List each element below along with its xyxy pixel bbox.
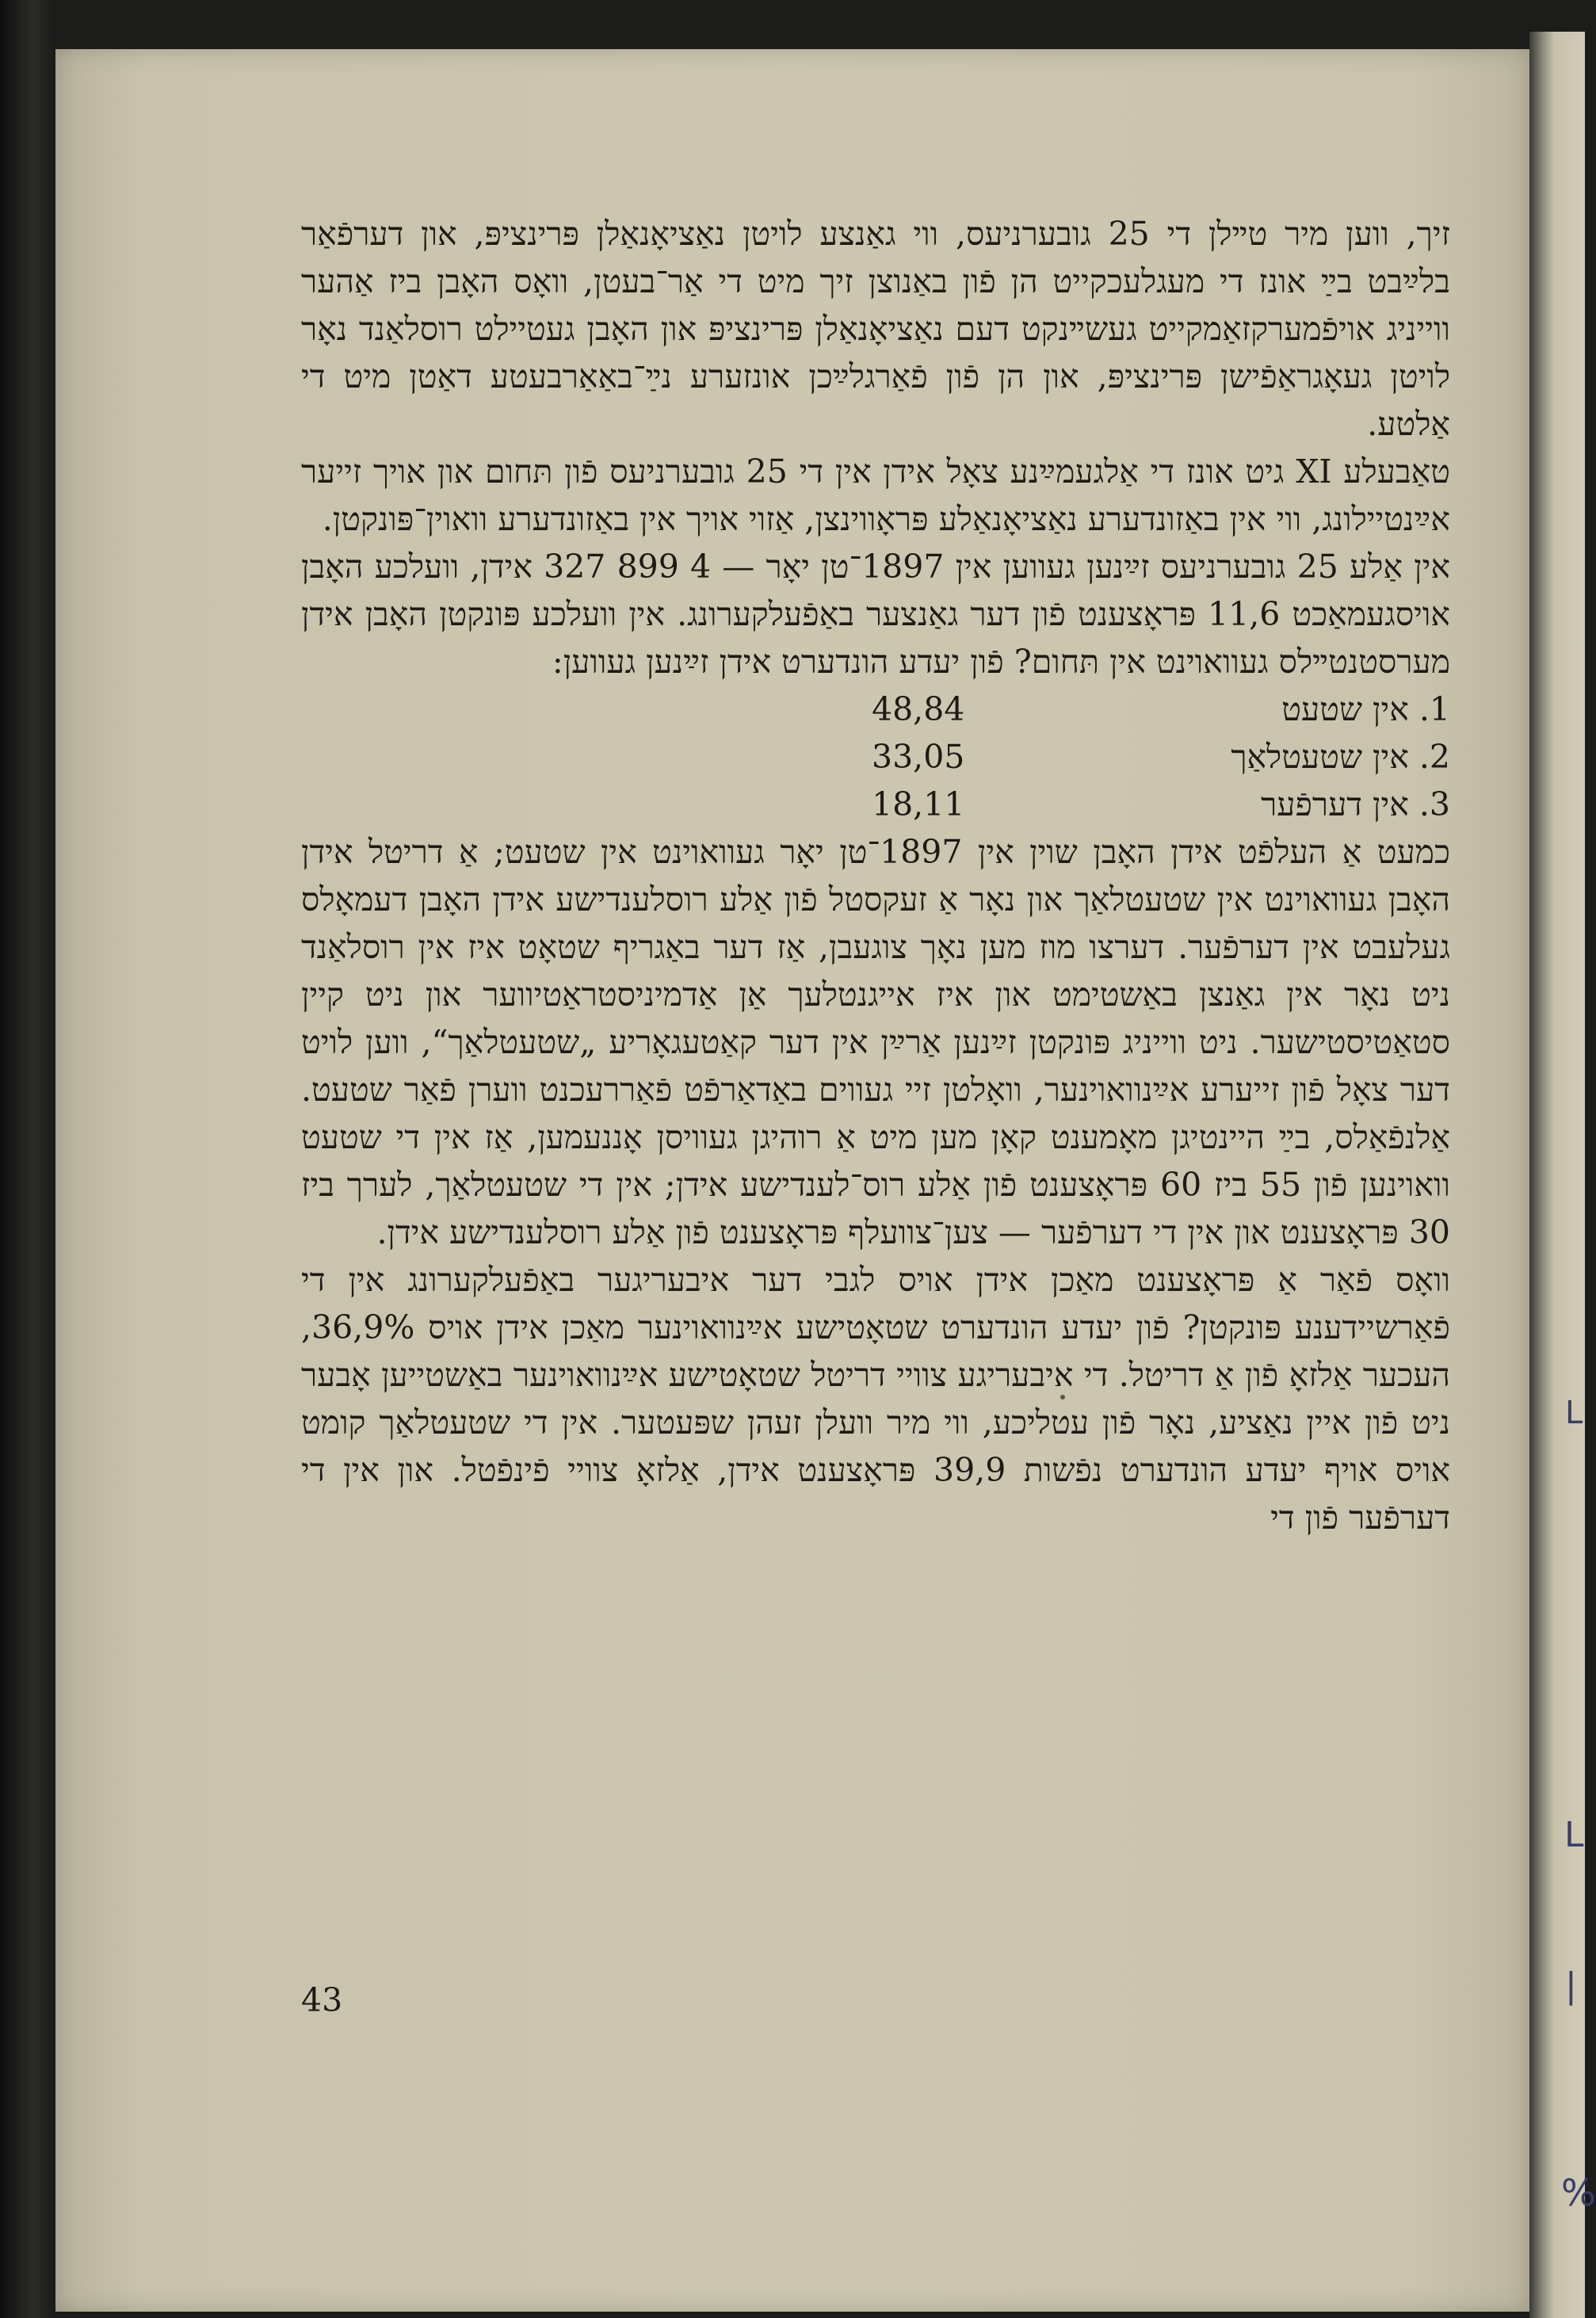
list-item xyxy=(301,685,1450,733)
list-item xyxy=(301,733,1450,781)
pencil-mark: | xyxy=(1565,1965,1577,2006)
distribution-list xyxy=(301,685,1450,828)
list-item xyxy=(301,781,1450,828)
book-cover-edge xyxy=(0,0,55,2318)
adjacent-page-edge xyxy=(1529,32,1596,2318)
page-number: 43 xyxy=(301,1981,343,2019)
main-text xyxy=(301,210,1450,1541)
pencil-mark: % xyxy=(1561,2171,1596,2214)
list-item-value: 33,05 xyxy=(872,738,965,776)
paragraph: טאַבעלע XI גיט אונז די אַלגעמײַנע צאָל אידן אין די 25 גובערניעס פֿון תּחום און אויך זייער אײַנטיילונג, ווי אין באַזונדערע נאַציאָנאַלע פּראָווינצן, אַזוי אויך אין באַזונדערע וואוין־פּונקטן. xyxy=(301,453,1451,538)
paragraph: זיך, ווען מיר טײלן די 25 גובערניעס, ווי גאַנצע לויטן נאַציאָנאַלן פּרינציפּ, און דערפֿאַר בלײַבט בײַ אונז די מעגלעכקייט הן פֿון באַנוצן זיך מיט די אַר־בעטן, וואָס האָבן ביז אַהער ווייניג אויפֿמערקזאַמקייט געשײנקט דעם נאַציאָנאַלן פּרינציפּ און האָבן געטיילט רוסלאַנד נאָר לויטן געאָגראַפֿישן פּרינציפּ, און הן פֿון פֿאַרגלײַכן אונזערע נײַ־באַאַרבעטע דאַטן מיט די אַלטע. xyxy=(301,215,1450,443)
list-item-label: 3. אין דערפֿער xyxy=(1261,785,1450,823)
pencil-mark: L xyxy=(1565,1395,1583,1431)
list-item-value: 18,11 xyxy=(872,785,965,823)
list-item-label: 2. אין שטעטלאַך xyxy=(1231,738,1450,776)
paragraph: אין אַלע 25 גובערניעס זײַנען געווען אין 1897־טן יאָר — 4 899 327 אידן, וועלכע האָבן אויסגעמאַכט 11,6 פּראָצענט פֿון דער גאַנצער באַפֿעלקערונג. אין וועלכע פּונקטן האָבן אידן מערסטנטײלס געוואוינט אין תּחום? פֿון יעדע הונדערט אידן זײַנען געווען: xyxy=(301,548,1450,681)
pencil-mark: L xyxy=(1564,1815,1584,1855)
list-item-label: 1. אין שטעט xyxy=(1281,690,1450,728)
list-item-value: 48,84 xyxy=(872,690,965,728)
paragraph: וואָס פֿאַר אַ פּראָצענט מאַכן אידן אויס לגבי דער איבעריגער באַפֿעלקערונג אין די פֿאַרשיידענע פּונקטן? פֿון יעדע הונדערט שטאָטישע אײַנוואוינער מאַכן אידן אויס 36,9%, העכער אַלזאָ פֿון אַ דריטל. די איבעריגע צוויי דריטל שטאָטישע אײַנוואוינער באַשטייען אָבער ניט פֿון איין נאַציע, נאָר פֿון עטליכע, ווי מיר וועלן זעהן שפּעטער. אין די שטעטלאַך קומט אויס אויף יעדע הונדערט נפֿשות 39,9 פּראָצענט אידן, אַלזאָ צוויי פֿינפֿטל. און אין די דערפֿער פֿון די xyxy=(301,1261,1450,1537)
paragraph: כמעט אַ העלפֿט אידן האָבן שוין אין 1897־טן יאָר געוואוינט אין שטעט; אַ דריטל אידן האָבן געוואוינט אין שטעטלאַך און נאָר אַ זעקסטל פֿון אַלע רוסלענדישע אידן האָבן דעמאָלס געלעבט אין דערפֿער. דערצו מוז מען נאָך צוגעבן, אַז דער באַגריף שטאָט איז אין רוסלאַנד ניט נאָר אין גאַנצן באַשטימט און איז אייגנטלעך אַן אַדמיניסטראַטיווער און ניט קיין סטאַטיסטישער. ניט ווייניג פּונקטן זײַנען אַרײַן אין דער קאַטעגאָריע „שטעטלאַך“, ווען לויט דער צאָל פֿון זייערע אײַנוואוינער, וואָלטן זיי געווים באַדאַרפֿט פֿאַררעכנט ווערן פֿאַר שטעט. אַלנפֿאַלס, בײַ היינטיגן מאָמענט קאָן מען מיט אַ רוהיגן געוויסן אָננעמען, אַז אין די שטעט וואוינען פֿון 55 ביז 60 פּראָצענט פֿון אַלע רוס־לענדישע אידן; אין די שטעטלאַך, לערך ביז 30 פּראָצענט און אין די דערפֿער — צען־צוועלף פּראָצענט פֿון אַלע רוסלענדישע אידן. xyxy=(301,833,1450,1251)
